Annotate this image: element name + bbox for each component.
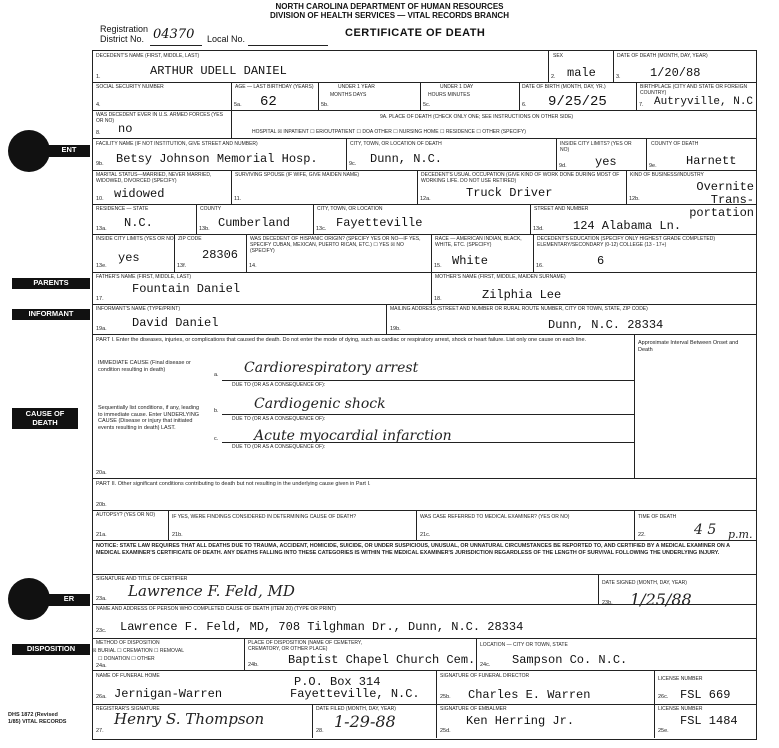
race-value: White <box>452 254 489 268</box>
label-facility: FACILITY NAME (IF NOT INSTITUTION, GIVE STREET AND NUMBER) <box>96 141 258 147</box>
label-hours-minutes: HOURS MINUTES <box>428 92 470 98</box>
label-disposition-location: LOCATION — CITY OR TOWN, STATE <box>480 642 568 648</box>
label-res-city: CITY, TOWN, OR LOCATION <box>317 206 383 212</box>
label-business: KIND OF BUSINESS/INDUSTRY <box>630 172 704 178</box>
cause-a: Cardiorespiratory arrest <box>244 360 419 376</box>
label-sex: SEX <box>553 53 564 59</box>
tab-informant: INFORMANT <box>12 309 90 320</box>
label-date-filed: DATE FILED (MONTH, DAY, YEAR) <box>316 706 396 712</box>
label-disposition-place: PLACE OF DISPOSITION (NAME OF CEMETERY, CREMATORY, OR OTHER PLACE) <box>248 640 363 652</box>
marital-value: widowed <box>114 187 165 201</box>
label-completed-by: NAME AND ADDRESS OF PERSON WHO COMPLETED CAUSE OF DEATH (ITEM 20) (TYPE OR PRINT) <box>96 606 336 612</box>
armed-forces-value: no <box>118 122 133 136</box>
res-city-value: Fayetteville <box>336 216 423 230</box>
district-label: District No. <box>100 34 145 44</box>
label-dob: DATE OF BIRTH (MONTH, DAY, YR.) <box>522 84 606 90</box>
label-funeral-director: SIGNATURE OF FUNERAL DIRECTOR <box>440 673 530 679</box>
label-father: FATHER'S NAME (FIRST, MIDDLE, LAST) <box>96 274 192 280</box>
label-time-of-death: TIME OF DEATH <box>638 514 677 520</box>
res-state-value: N.C. <box>124 216 153 230</box>
label-race: RACE — AMERICAN INDIAN, BLACK, WHITE, ETC. (SPECIFY) <box>435 236 522 248</box>
label-due-to-3: DUE TO (OR AS A CONSEQUENCE OF): <box>232 444 326 450</box>
res-county-value: Cumberland <box>218 216 291 230</box>
label-zip: ZIP CODE <box>178 236 202 242</box>
tab-certifier: ER <box>48 594 90 606</box>
time-of-death-pm: p.m. <box>728 528 753 541</box>
label-age: AGE — LAST BIRTHDAY (YEARS) <box>235 84 314 90</box>
label-occupation: DECEDENT'S USUAL OCCUPATION (GIVE KIND OF WORK DONE DURING MOST OF WORKING LIFE. DO NOT USE RETIRED) <box>421 172 620 184</box>
label-under-1-year: UNDER 1 YEAR <box>338 84 375 90</box>
label-informant: INFORMANT'S NAME (TYPE/PRINT) <box>96 306 181 312</box>
local-label: Local No. <box>207 34 246 44</box>
label-res-state: RESIDENCE — STATE <box>96 206 149 212</box>
label-armed-forces: WAS DECEDENT EVER IN U.S. ARMED FORCES (YES OR NO) <box>96 112 223 124</box>
date-of-death: 1/20/88 <box>650 66 701 80</box>
notice-text: NOTICE: STATE LAW REQUIRES THAT ALL DEATHS DUE TO TRAUMA, ACCIDENT, HOMICIDE, SUICIDE, OR UNDER SUSPICIOUS, UNUSUAL, OR UNNATURAL CIRCUMSTANCES BE REPORTED TO, AND CERTIFIED BY A MEDICAL EXAMINER ON A MEDICAL EXAMINER'S CERTIFICATE OF DEATH. ANY DEATHS FALLING INTO THESE CATEGORIES IS WITHIN THE MEDICAL EXAMINER'S JURISDICTION REGARDLESS OF THE LENGTH OF SURVIVAL FOLLOWING THE UNDERLYING INJURY. <box>96 543 730 556</box>
division-heading: DIVISION OF HEALTH SERVICES — VITAL RECORDS BRANCH <box>270 11 509 20</box>
city-of-death-value: Dunn, N.C. <box>370 152 443 166</box>
place-of-death-options: HOSPITAL ☒ INPATIENT ☐ ER/OUTPATIENT ☐ DOA OTHER ☐ NURSING HOME ☐ RESIDENCE ☐ OTHER (SPECIFY) <box>252 129 526 135</box>
label-mother: MOTHER'S NAME (FIRST, MIDDLE, MAIDEN SURNAME) <box>435 274 566 280</box>
certificate-title: CERTIFICATE OF DEATH <box>345 27 486 39</box>
label-interval: Approximate Interval Between Onset and Death <box>638 340 739 353</box>
date-filed-value: 1-29-88 <box>334 712 396 731</box>
sex-value: male <box>567 66 596 80</box>
label-method: METHOD OF DISPOSITION <box>96 640 160 646</box>
method-options-1: ☒ BURIAL ☐ CREMATION ☐ REMOVAL <box>92 648 184 654</box>
label-fd-license: LICENSE NUMBER <box>658 676 703 682</box>
cause-instructions: PART I. Enter the diseases, injuries, or complications that caused the death. Do not enter the mode of dying, such as cardiac or respiratory arrest, shock or heart failure. List only one cause on each line. <box>96 337 587 343</box>
time-of-death-value: 4 5 <box>694 522 717 538</box>
tab-parents: PARENTS <box>12 278 90 289</box>
label-informant-address: MAILING ADDRESS (STREET AND NUMBER OR RURAL ROUTE NUMBER, CITY OR TOWN, STATE, ZIP CODE) <box>390 306 648 312</box>
cause-b: Cardiogenic shock <box>254 396 386 412</box>
label-res-inside: INSIDE CITY LIMITS (YES OR NO) <box>96 236 176 242</box>
father-value: Fountain Daniel <box>132 282 241 296</box>
res-street-value: 124 Alabama Ln. <box>573 219 682 233</box>
label-decedent-name: DECEDENT'S NAME (FIRST, MIDDLE, LAST) <box>96 53 200 59</box>
label-ssn: SOCIAL SECURITY NUMBER <box>96 84 164 90</box>
label-autopsy: AUTOPSY? (YES OR NO) <box>96 512 156 518</box>
method-options-2: ☐ DONATION ☐ OTHER <box>98 656 155 662</box>
facility-value: Betsy Johnson Memorial Hosp. <box>116 152 318 166</box>
county-of-death-value: Harnett <box>686 154 737 168</box>
birthplace-value: Autryville, N.C <box>654 96 754 108</box>
funeral-director-value: Charles E. Warren <box>468 688 591 702</box>
label-findings: IF YES, WERE FINDINGS CONSIDERED IN DETERMINING CAUSE OF DEATH? <box>172 514 357 520</box>
label-county-of-death: COUNTY OF DEATH <box>651 141 699 147</box>
certifier-signature: Lawrence F. Feld, MD <box>128 582 295 600</box>
label-due-to-2: DUE TO (OR AS A CONSEQUENCE OF): <box>232 416 326 422</box>
label-date-of-death: DATE OF DEATH (MONTH, DAY, YEAR) <box>617 53 708 59</box>
business-value: Overnite Trans-portation <box>689 180 754 220</box>
label-place-of-death: 9A. PLACE OF DEATH (CHECK ONLY ONE; SEE INSTRUCTIONS ON OTHER SIDE) <box>380 114 574 120</box>
res-inside-value: yes <box>118 251 140 265</box>
label-birthplace: BIRTHPLACE (CITY AND STATE OR FOREIGN COUNTRY) <box>640 84 748 96</box>
label-city-of-death: CITY, TOWN, OR LOCATION OF DEATH <box>350 141 442 147</box>
emb-license-value: FSL 1484 <box>680 714 738 728</box>
form-id: DHS 1872 (Revised 1/85) VITAL RECORDS <box>8 712 67 725</box>
tab-disposition: DISPOSITION <box>12 644 90 655</box>
label-res-county: COUNTY <box>200 206 222 212</box>
district-number: 04370 <box>153 27 195 42</box>
tab-cause-of-death: CAUSE OF DEATH <box>12 408 78 429</box>
label-res-street: STREET AND NUMBER <box>534 206 589 212</box>
informant-address-value: Dunn, N.C. 28334 <box>548 318 664 332</box>
cause-c: Acute myocardial infarction <box>254 428 452 444</box>
label-registrar: REGISTRAR'S SIGNATURE <box>96 706 160 712</box>
label-months-days: MONTHS DAYS <box>330 92 367 98</box>
label-inside-city: INSIDE CITY LIMITS? (YES OR NO) <box>560 141 632 153</box>
label-part-2: PART II. Other significant conditions contributing to death but not resulting in the underlying cause given in Part I. <box>96 481 371 487</box>
occupation-value: Truck Driver <box>466 186 553 200</box>
label-funeral-home: NAME OF FUNERAL HOME <box>96 673 160 679</box>
date-signed-value: 1/25/88 <box>630 590 692 609</box>
label-sequential: Sequentially list conditions, if any, leading to immediate cause. Enter UNDERLYING CAUSE (Disease or injury that initiated events resulting in death) LAST. <box>98 405 200 431</box>
certifier-address: Lawrence F. Feld, MD, 708 Tilghman Dr., Dunn, N.C. 28334 <box>120 620 524 634</box>
funeral-address-2: Fayetteville, N.C. <box>290 687 420 701</box>
dept-heading: NORTH CAROLINA DEPARTMENT OF HUMAN RESOURCES <box>275 2 504 11</box>
embalmer-value: Ken Herring Jr. <box>466 714 575 728</box>
label-marital: MARITAL STATUS—MARRIED, NEVER MARRIED, WIDOWED, DIVORCED (SPECIFY) <box>96 172 212 184</box>
label-embalmer: SIGNATURE OF EMBALMER <box>440 706 507 712</box>
label-due-to-1: DUE TO (OR AS A CONSEQUENCE OF): <box>232 382 326 388</box>
label-spouse: SURVIVING SPOUSE (IF WIFE, GIVE MAIDEN NAME) <box>235 172 360 178</box>
registration-label: Registration <box>100 24 149 34</box>
decedent-name: ARTHUR UDELL DANIEL <box>150 64 287 78</box>
label-under-1-day: UNDER 1 DAY <box>440 84 474 90</box>
mother-value: Zilphia Lee <box>482 288 562 302</box>
inside-city-value: yes <box>595 155 617 169</box>
funeral-home-value: Jernigan-Warren <box>114 687 223 701</box>
res-zip-value: 28306 <box>202 248 239 262</box>
fd-license-value: FSL 669 <box>680 688 731 702</box>
punch-hole <box>8 578 50 620</box>
funeral-address-1: P.O. Box 314 <box>294 675 381 689</box>
age-value: 62 <box>260 94 277 110</box>
label-medical-examiner: WAS CASE REFERRED TO MEDICAL EXAMINER? (YES OR NO) <box>420 514 570 520</box>
disposition-place-value: Baptist Chapel Church Cem. <box>288 653 476 667</box>
label-immediate-cause: IMMEDIATE CAUSE (Final disease or condition resulting in death) <box>98 360 191 373</box>
informant-value: David Daniel <box>132 316 219 330</box>
education-value: 6 <box>597 254 605 268</box>
label-emb-license: LICENSE NUMBER <box>658 706 703 712</box>
tab-decedent: ENT <box>48 145 90 157</box>
label-certifier: SIGNATURE AND TITLE OF CERTIFIER <box>96 576 188 582</box>
label-hispanic: WAS DECEDENT OF HISPANIC ORIGIN? (SPECIFY YES OR NO—IF YES, SPECIFY CUBAN, MEXICAN, PUERTO RICAN, ETC.) ☐ YES ☒ NO (SPECIFY) <box>250 236 421 254</box>
label-education: DECEDENT'S EDUCATION (SPECIFY ONLY HIGHEST GRADE COMPLETED) ELEMENTARY/SECONDARY (0-12) COLLEGE (13 - 17+) <box>537 236 716 248</box>
disposition-location-value: Sampson Co. N.C. <box>512 653 628 667</box>
label-date-signed: DATE SIGNED (MONTH, DAY, YEAR) <box>602 580 687 586</box>
punch-hole <box>8 130 50 172</box>
registrar-signature: Henry S. Thompson <box>114 710 265 728</box>
dob-value: 9/25/25 <box>548 94 607 110</box>
